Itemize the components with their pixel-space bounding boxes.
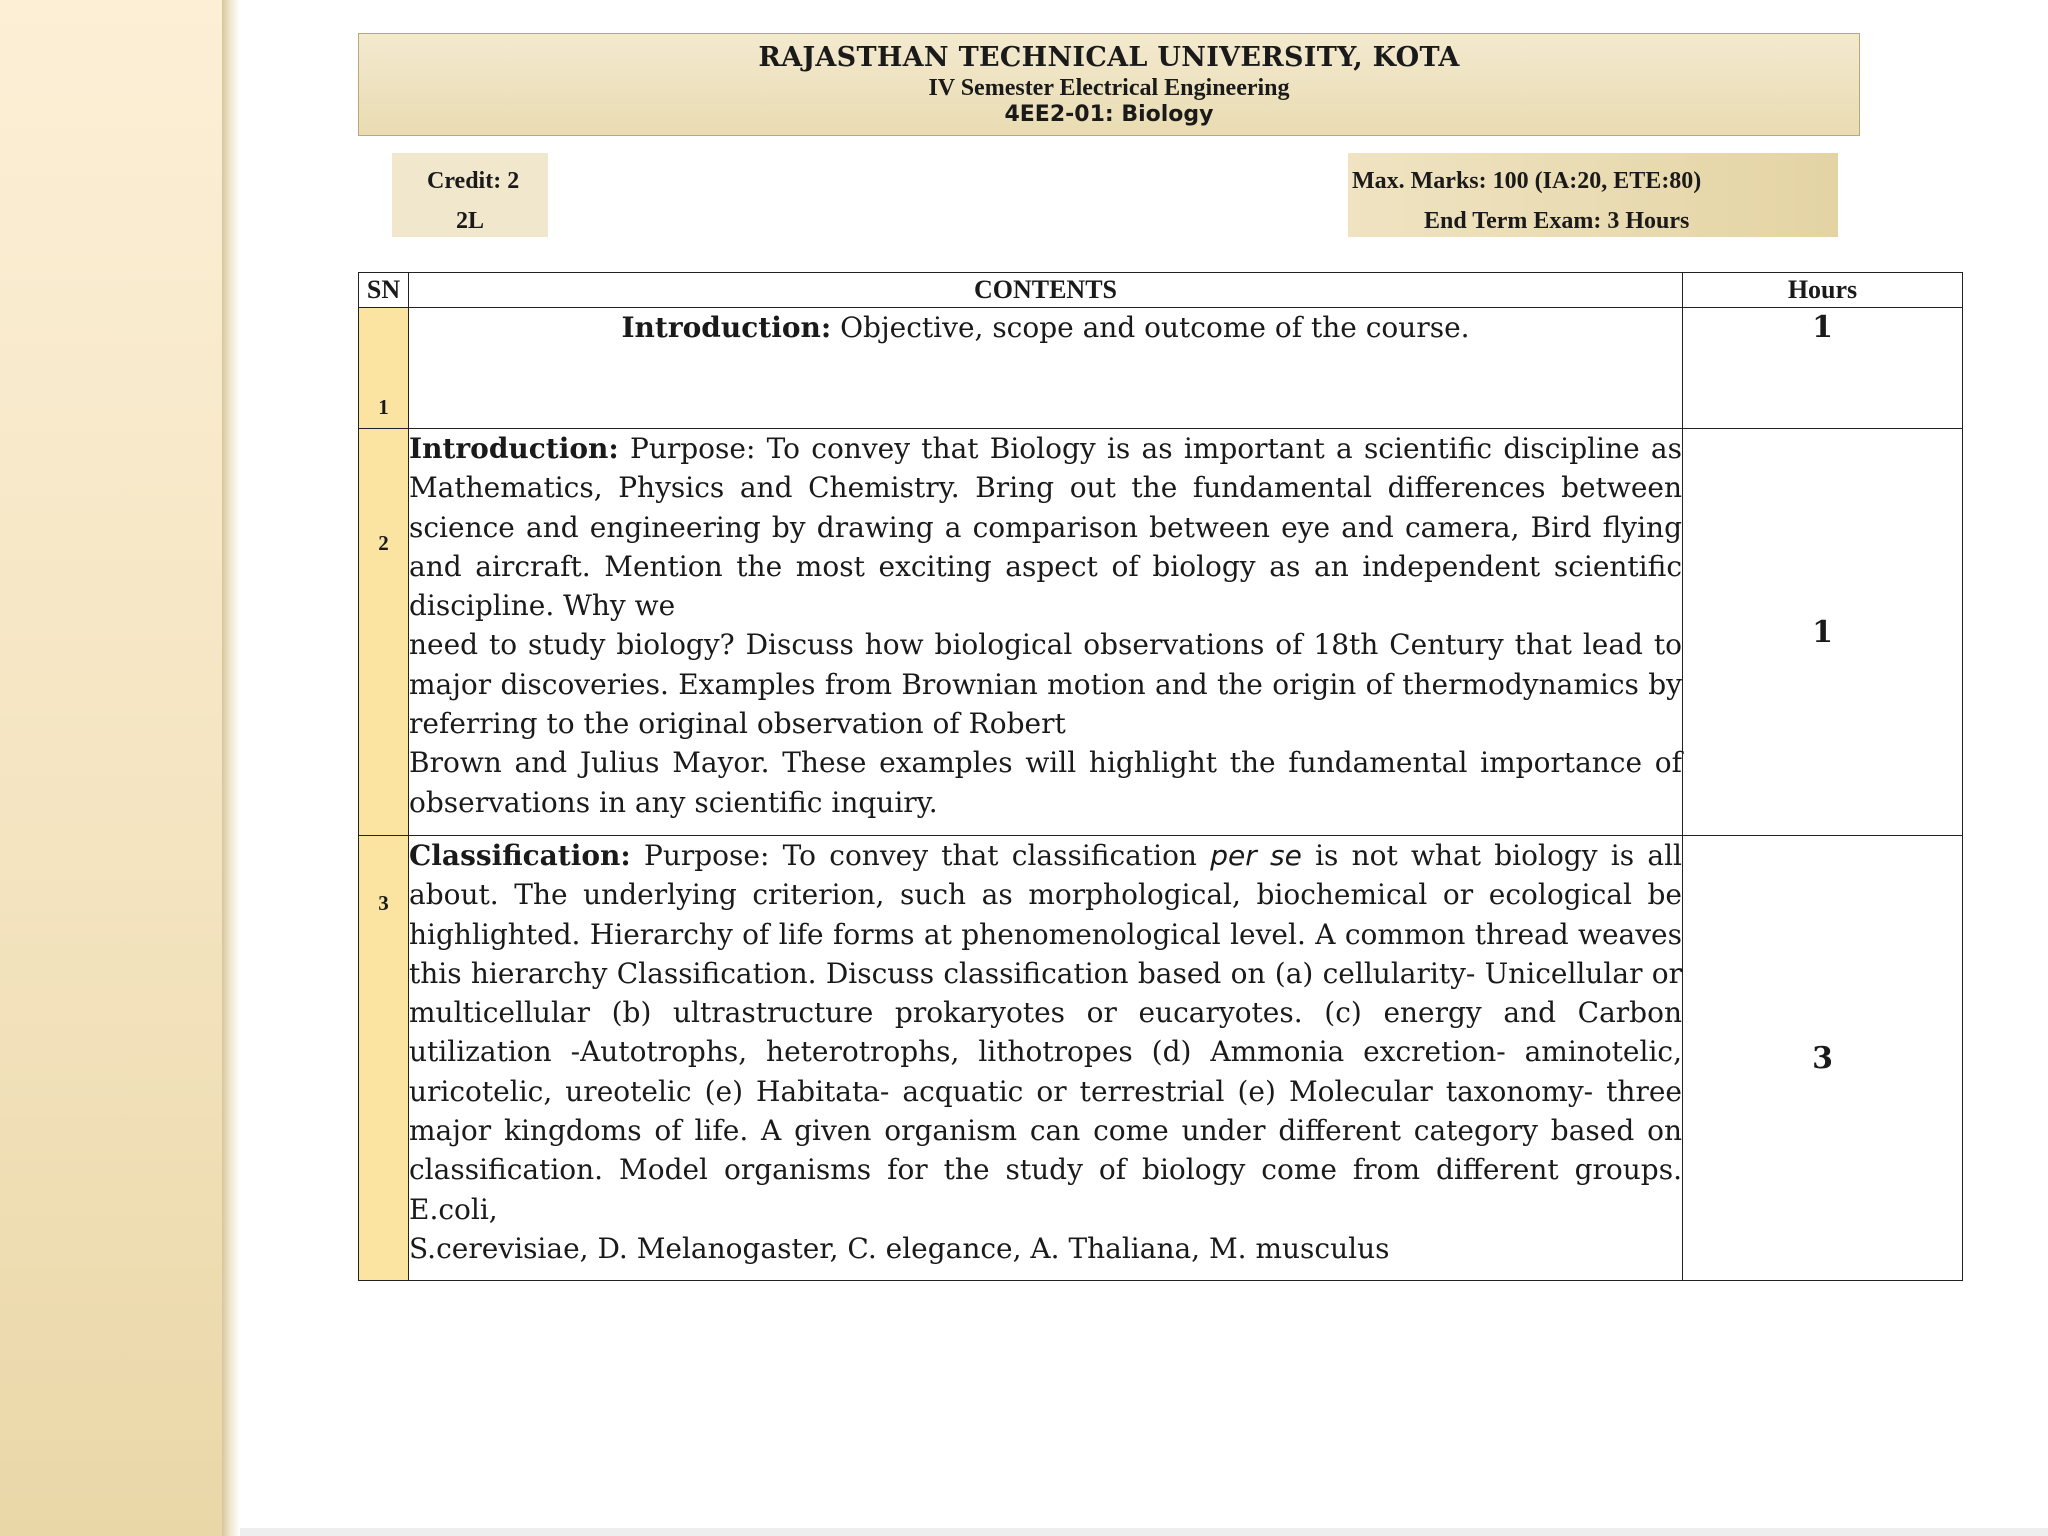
credit-box [392,153,548,237]
decorative-side-panel [0,0,222,1536]
row-hours: 1 [1683,429,1963,836]
header-contents: CONTENTS [409,273,1683,308]
row-paragraph: Classification: Purpose: To convey that classification per se is not what biology is all about. The underlying criterion, such as morphological, biochemical or ecological be highlighted. Hierarchy of life forms at phenomenological level. A common thread weaves this hierarchy Classification. Discuss classification based on (a) cellularity- Unicellular or multicellular (b) ultrastructure prokaryotes or eucaryotes. (c) energy and Carbon utilization -Autotrophs, heterotrophs, lithotropes (d) Ammonia excretion- aminotelic, uricotelic, ureotelic (e) Habitata- acquatic or terrestrial (e) Molecular taxonomy- three major kingdoms of life. A given organism can come under different category based on classification. Model organisms for the study of biology come from different groups. E.coli, [409,839,1682,1226]
marks-box [1348,153,1838,237]
row-content [409,836,1683,1281]
page-bottom-edge [240,1528,2048,1536]
row-sn: 3 [359,836,409,1281]
row-title: Introduction: [621,311,832,344]
course-code: 4EE2-01: Biology [1004,102,1214,127]
row-sn: 1 [359,308,409,429]
row-paragraph: S.cerevisiae, D. Melanogaster, C. elegance, A. Thaliana, M. musculus [409,1231,1390,1265]
university-name: RAJASTHAN TECHNICAL UNIVERSITY, KOTA [758,42,1460,73]
header-hours: Hours [1683,273,1963,308]
row-paragraph: Brown and Julius Mayor. These examples will highlight the fundamental importance of observations in any scientific inquiry. [409,746,1682,819]
header-sn: SN [359,273,409,308]
row-paragraph: need to study biology? Discuss how biological observations of 18th Century that lead to major discoveries. Examples from Brownian motion and the origin of thermodynamics by referring to the original observation of Robert [409,628,1682,741]
italic-term: per se [1210,839,1302,872]
lecture-hours: 2L [456,208,485,234]
semester-title: IV Semester Electrical Engineering [928,75,1290,101]
credit-label: Credit: 2 [427,168,520,194]
row-sn: 2 [359,429,409,836]
row-content [409,429,1683,836]
document-header [358,33,1860,136]
table-row [359,308,1963,429]
row-content [409,308,1683,429]
table-row [359,836,1963,1281]
row-text: Objective, scope and outcome of the course. [831,311,1470,344]
table-row [359,429,1963,836]
row-title: Introduction: [409,432,619,465]
row-paragraph: Introduction: Purpose: To convey that Biology is as important a scientific discipline as Mathematics, Physics and Chemistry. Bring out the fundamental differences between science and engineering by drawing a comparison between eye and camera, Bird flying and aircraft. Mention the most exciting aspect of biology as an independent scientific discipline. Why we [409,432,1682,623]
row-hours: 1 [1683,308,1963,429]
row-hours: 3 [1683,836,1963,1281]
side-panel-shadow [222,0,240,1536]
exam-duration: End Term Exam: 3 Hours [1424,208,1690,234]
table-header-row [359,273,1963,308]
row-title: Classification: [409,839,631,872]
syllabus-table [358,272,1963,1281]
max-marks: Max. Marks: 100 (IA:20, ETE:80) [1352,168,1702,194]
